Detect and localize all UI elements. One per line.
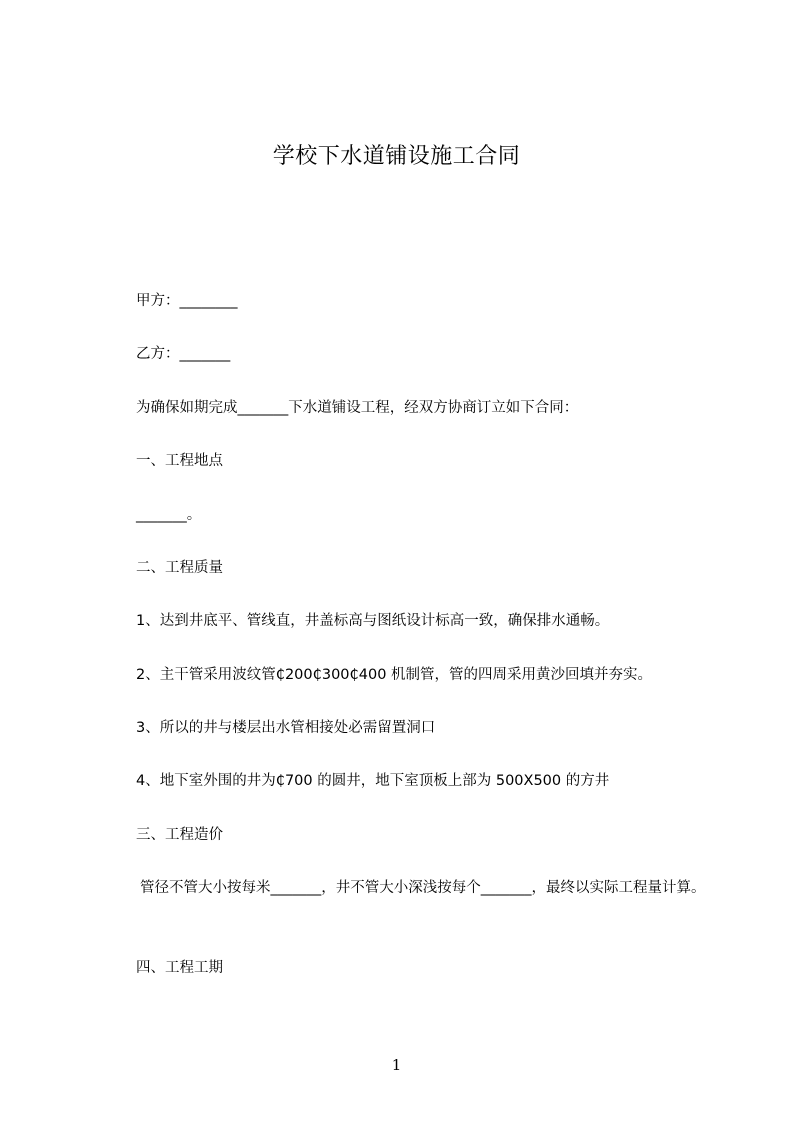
party-a-line: 甲方：________	[136, 293, 238, 309]
quality-item-3: 3、所以的井与楼层出水管相接处必需留置洞口	[136, 720, 436, 736]
document-title: 学校下水道铺设施工合同	[272, 144, 521, 169]
section-3-heading: 三、工程造价	[136, 827, 223, 843]
quality-item-1: 1、达到井底平、管线直，井盖标高与图纸设计标高一致，确保排水通畅。	[136, 613, 610, 629]
section-1-heading: 一、工程地点	[136, 453, 223, 469]
section-3-body: 管径不管大小按每米_______，井不管大小深浅按每个_______，最终以实际工程量计算。	[140, 880, 706, 896]
party-b-line: 乙方：_______	[136, 346, 231, 362]
quality-item-4: 4、地下室外围的井为₵700 的圆井，地下室顶板上部为 500X500 的方井	[136, 773, 610, 789]
page-number: 1	[391, 1056, 402, 1074]
section-1-body: _______。	[136, 507, 202, 523]
intro-paragraph: 为确保如期完成_______下水道铺设工程，经双方协商订立如下合同：	[136, 400, 579, 416]
quality-item-2: 2、主干管采用波纹管₵200₵300₵400 机制管，管的四周采用黄沙回填并夯实。	[136, 667, 653, 683]
section-2-heading: 二、工程质量	[136, 560, 223, 576]
section-4-heading: 四、工程工期	[136, 960, 223, 976]
